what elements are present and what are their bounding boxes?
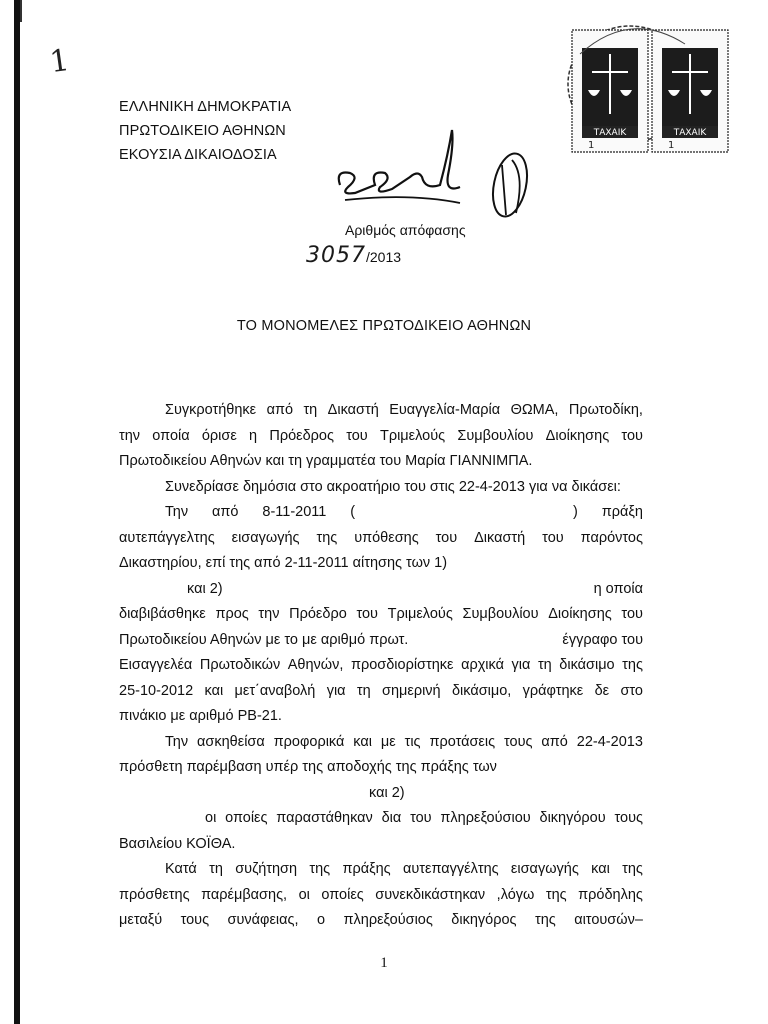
word: Κατά bbox=[165, 861, 197, 877]
word: Τριμελούς bbox=[387, 606, 453, 622]
word: οποίες bbox=[321, 886, 364, 903]
word: ) bbox=[572, 504, 578, 520]
word: εισαγωγής bbox=[510, 861, 579, 877]
body-line: πρόσθετη παρέμβαση υπέρ της αποδοχής της πράξης των bbox=[119, 759, 497, 775]
body-fragment: και 2) bbox=[187, 580, 223, 597]
word: και bbox=[353, 733, 372, 750]
word: Την bbox=[165, 733, 189, 750]
word: 22-4-2013 bbox=[576, 733, 643, 750]
word: από bbox=[266, 402, 294, 418]
word: πληρεξούσιου bbox=[440, 810, 531, 826]
word: δικάσιμο, bbox=[451, 682, 512, 699]
word: 8-11-2011 bbox=[262, 504, 327, 520]
document-body bbox=[119, 398, 643, 934]
word: Πρωτοδικών bbox=[199, 657, 281, 673]
body-line-with-redaction bbox=[119, 577, 643, 603]
word: ,λόγω bbox=[496, 886, 535, 903]
word: παρέμβασης, bbox=[201, 886, 288, 903]
decision-number-handwritten: 3057 bbox=[306, 243, 366, 268]
stamp-right-value: 1 bbox=[668, 140, 675, 151]
word: Ευαγγελία-Μαρία bbox=[389, 402, 501, 418]
word: συζήτηση bbox=[235, 861, 298, 877]
word: προς bbox=[215, 606, 249, 622]
word: οποίες bbox=[225, 810, 268, 826]
body-fragment: Πρωτοδικείου Αθηνών με το με αριθμό πρωτ. bbox=[119, 631, 409, 648]
word: του bbox=[346, 427, 368, 444]
decision-number-label: Αριθμός απόφασης bbox=[345, 222, 466, 238]
scan-edge bbox=[14, 0, 20, 1024]
body-fragment: έγγραφο του bbox=[562, 631, 643, 648]
body-line-with-redaction bbox=[119, 628, 643, 654]
body-fragment: και 2) bbox=[369, 784, 405, 801]
word: τους bbox=[504, 733, 533, 750]
word: Συγκροτήθηκε bbox=[165, 402, 257, 418]
word: στο bbox=[620, 682, 643, 699]
word: Συμβουλίου bbox=[462, 606, 539, 622]
word: δικάσιμο bbox=[559, 657, 615, 673]
word: για bbox=[511, 657, 531, 673]
word: του bbox=[621, 606, 643, 622]
body-line bbox=[119, 526, 643, 552]
word: αρχικά bbox=[461, 657, 504, 673]
body-line bbox=[119, 398, 643, 424]
body-line-with-redaction bbox=[119, 806, 643, 832]
stamp-left-label: ΤΑΧΑΙΚ bbox=[593, 128, 627, 138]
word: όρισε bbox=[201, 427, 237, 444]
word: συνάφειας, bbox=[227, 912, 299, 928]
body-fragment: η οποία bbox=[593, 580, 643, 597]
word: δικηγόρου bbox=[539, 810, 606, 826]
word: οι bbox=[298, 886, 310, 903]
word: η bbox=[249, 427, 258, 444]
word: 25-10-2012 bbox=[119, 682, 194, 699]
word: Διοίκησης bbox=[548, 606, 612, 622]
court-title: ΤΟ ΜΟΝΟΜΕΛΕΣ ΠΡΩΤΟΔΙΚΕΙΟ ΑΘΗΝΩΝ bbox=[236, 318, 532, 334]
word: Αθηνών, bbox=[287, 657, 344, 673]
body-line: Δικαστηρίου, επί της από 2-11-2011 αίτησης των 1) bbox=[119, 555, 448, 571]
word: προτάσεις bbox=[429, 733, 496, 750]
stamp-left-value: 1 bbox=[588, 140, 595, 151]
word: την bbox=[119, 427, 141, 444]
body-line bbox=[119, 908, 643, 934]
redacted-gap bbox=[379, 500, 549, 526]
word: μετ΄αναβολή bbox=[234, 682, 316, 699]
body-line bbox=[119, 857, 643, 883]
word: τις bbox=[404, 733, 421, 750]
word: σημερινή bbox=[382, 682, 441, 699]
scan-edge-mark bbox=[20, 0, 22, 22]
header-court: ΠΡΩΤΟΔΙΚΕΙΟ ΑΘΗΝΩΝ bbox=[119, 123, 286, 139]
word: αιτουσών– bbox=[574, 912, 643, 928]
word: τους bbox=[180, 912, 210, 928]
word: της bbox=[545, 886, 567, 903]
word: Την bbox=[165, 504, 189, 520]
body-line: Βασιλείου ΚΟΪΘΑ. bbox=[119, 835, 236, 852]
word: Δικαστή bbox=[327, 402, 379, 418]
document-header bbox=[119, 95, 291, 167]
word: της bbox=[622, 861, 643, 877]
word: του bbox=[542, 529, 564, 546]
word: ΘΩΜΑ, bbox=[510, 402, 559, 418]
body-line-with-redaction bbox=[119, 781, 643, 807]
word: του bbox=[621, 427, 643, 444]
word: του bbox=[356, 606, 378, 622]
stamp-left bbox=[572, 30, 648, 152]
word: Δικαστή bbox=[474, 529, 526, 546]
word: προσδιορίστηκε bbox=[350, 657, 454, 673]
body-line bbox=[119, 424, 643, 450]
word: διαβιβάσθηκε bbox=[119, 606, 206, 622]
word: ασκηθείσα bbox=[197, 733, 265, 750]
word: πράξη bbox=[601, 504, 643, 520]
word: της bbox=[309, 861, 331, 877]
word: και bbox=[204, 682, 224, 699]
word: Συμβουλίου bbox=[457, 427, 534, 444]
body-line: πινάκιο με αριθμό ΡΒ-21. bbox=[119, 708, 282, 724]
word: εισαγωγής bbox=[231, 529, 300, 546]
word: παραστάθηκαν bbox=[276, 810, 373, 826]
word: δε bbox=[594, 682, 610, 699]
word: της bbox=[534, 912, 556, 928]
body-line: Πρωτοδικείου Αθηνών και τη γραμματέα του Μαρία ΓΙΑΝΝΙΜΠΑ. bbox=[119, 453, 533, 469]
header-republic: ΕΛΛΗΝΙΚΗ ΔΗΜΟΚΡΑΤΙΑ bbox=[119, 99, 292, 115]
margin-mark: 1 bbox=[47, 42, 72, 81]
word: από bbox=[541, 733, 568, 750]
decision-year: /2013 bbox=[366, 249, 402, 265]
body-line: Συνεδρίασε δημόσια στο ακροατήριο του στις 22-4-2013 για να δικάσει: bbox=[165, 478, 621, 495]
body-line-with-redaction bbox=[119, 500, 643, 526]
word: του bbox=[435, 529, 458, 546]
word: την bbox=[258, 606, 280, 622]
body-line bbox=[119, 679, 643, 705]
body-fragment bbox=[205, 806, 643, 832]
word: Πρωτοδίκη, bbox=[568, 402, 643, 418]
body-line bbox=[119, 883, 643, 909]
word: του bbox=[410, 810, 432, 826]
stamp-right-label: ΤΑΧΑΙΚ bbox=[673, 128, 707, 138]
word: τη bbox=[303, 402, 318, 418]
word: γράφτηκε bbox=[522, 682, 584, 699]
word: με bbox=[380, 733, 396, 750]
word: παρόντος bbox=[580, 529, 643, 546]
word: πληρεξούσιος bbox=[343, 912, 433, 928]
word: από bbox=[212, 504, 239, 520]
word: τη bbox=[209, 861, 223, 877]
word: μεταξύ bbox=[119, 912, 163, 928]
word: Τριμελούς bbox=[379, 427, 446, 444]
word: πράξης bbox=[342, 861, 391, 877]
word: Πρόεδρος bbox=[269, 427, 334, 444]
word: ( bbox=[350, 504, 356, 520]
word: της bbox=[316, 529, 338, 546]
word: ο bbox=[316, 912, 326, 928]
word: οι bbox=[205, 810, 217, 826]
word: Διοίκησης bbox=[545, 427, 610, 444]
word: τη bbox=[537, 657, 552, 673]
word: Εισαγγελέα bbox=[119, 657, 193, 673]
word: και bbox=[591, 861, 610, 877]
word: πρόσθετης bbox=[119, 886, 190, 903]
word: συνεκδικάστηκαν bbox=[375, 886, 486, 903]
word: δια bbox=[381, 810, 402, 826]
body-line bbox=[119, 653, 643, 679]
word: προφορικά bbox=[273, 733, 345, 750]
word: πρόδηλης bbox=[578, 886, 643, 903]
body-line bbox=[119, 730, 643, 756]
decision-number bbox=[306, 243, 401, 268]
page-number: 1 bbox=[380, 955, 388, 971]
body-line bbox=[119, 602, 643, 628]
word: υπόθεσης bbox=[354, 529, 419, 546]
word: για bbox=[326, 682, 346, 699]
word: αυτεπαγγέλτης bbox=[402, 861, 499, 877]
word: της bbox=[622, 657, 643, 673]
stamp-right bbox=[652, 30, 728, 152]
word: δικηγόρος bbox=[451, 912, 517, 928]
word: τη bbox=[356, 682, 371, 699]
header-jurisdiction: ΕΚΟΥΣΙΑ ΔΙΚΑΙΟΔΟΣΙΑ bbox=[119, 147, 277, 163]
word: οποία bbox=[152, 427, 190, 444]
revenue-stamps bbox=[560, 14, 740, 166]
word: αυτεπάγγελτης bbox=[119, 529, 215, 546]
word: τους bbox=[614, 810, 643, 826]
word: Πρόεδρο bbox=[289, 606, 347, 622]
